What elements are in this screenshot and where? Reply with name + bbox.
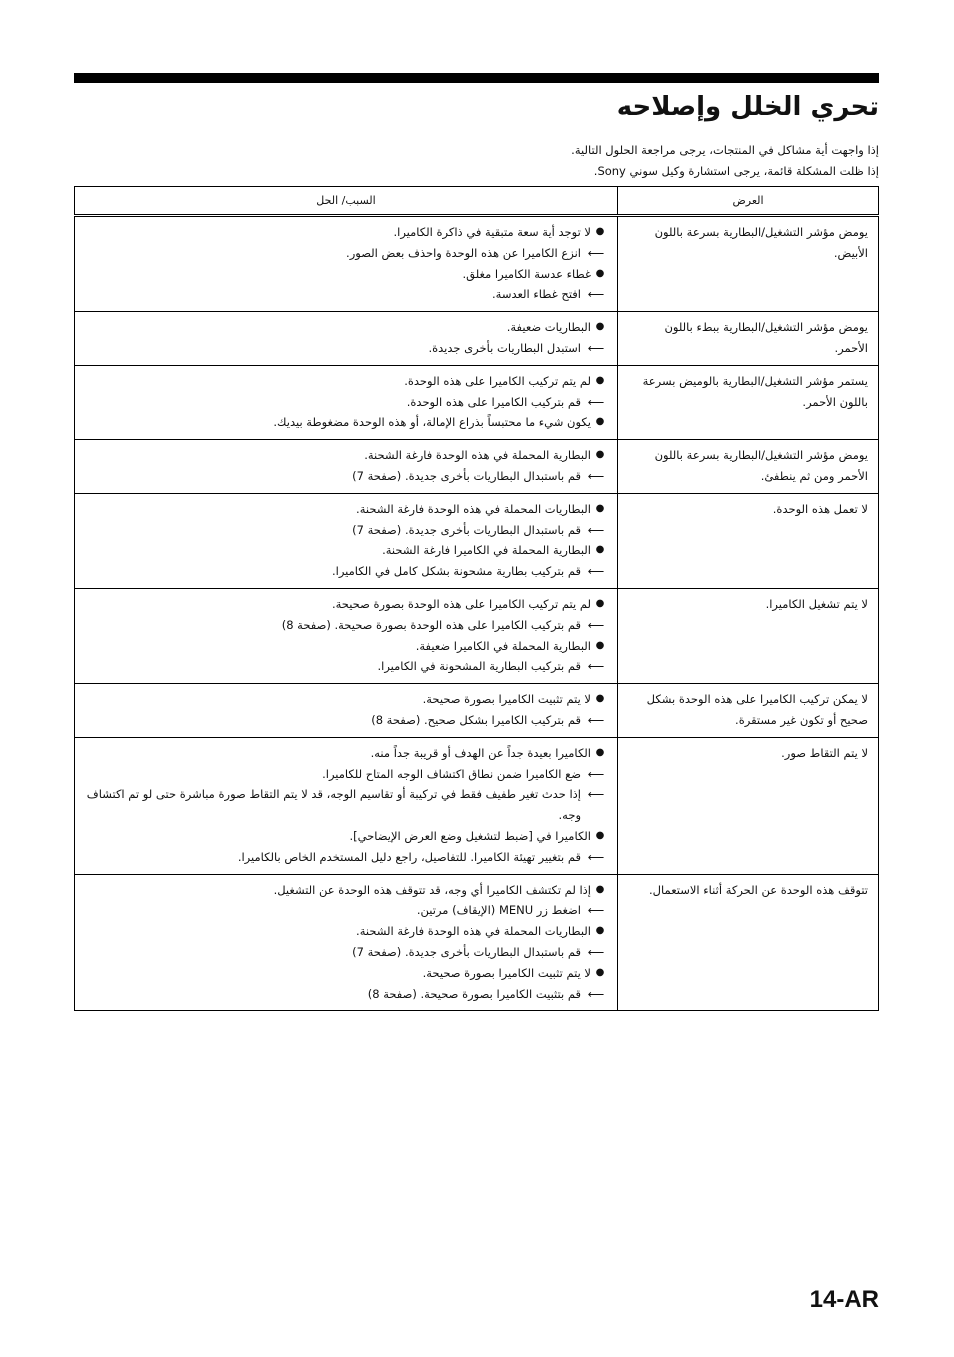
cause-item (85, 880, 607, 901)
solution-item (85, 900, 607, 921)
cause-item (85, 921, 607, 942)
bullet-icon: ● (595, 416, 605, 428)
table-row (75, 440, 879, 494)
cause-item (85, 689, 607, 710)
cause-cell (75, 874, 618, 1011)
table-header-row (75, 187, 879, 216)
arrow-icon: ⟵ (587, 787, 605, 802)
arrow-icon: ⟵ (587, 564, 605, 579)
cause-item (85, 499, 607, 520)
bullet-icon: ● (595, 226, 605, 237)
table-row (75, 684, 879, 738)
cause-item (85, 371, 607, 392)
troubleshooting-table (74, 186, 879, 1011)
bullet-icon: ● (595, 502, 605, 514)
table-row (75, 588, 879, 683)
solution-item (85, 942, 607, 963)
item-text: ضع الكاميرا ضمن نطاق اكتشاف الوجه المتاح للكاميرا. (322, 766, 581, 781)
cause-item (85, 826, 607, 847)
symptom-text: الأحمر. (834, 340, 868, 355)
table-row (75, 493, 879, 588)
cause-item (85, 445, 607, 466)
item-text: لا يتم تثبيت الكاميرا بصورة صحيحة. (422, 965, 591, 980)
cause-item (85, 540, 607, 561)
cause-cell (75, 684, 618, 738)
symptom-text: يستمر مؤشر التشغيل/البطارية بالوميض بسرعة (642, 373, 868, 388)
arrow-icon: ⟵ (587, 617, 605, 632)
symptom-cell (618, 493, 879, 588)
symptom-cell (618, 588, 879, 683)
item-text: الكاميرا بعيدة جداً عن الهدف أو قريبة جداً منه. (370, 745, 591, 760)
item-text: قم بتثبيت الكاميرا بصورة صحيحة. (صفحة 8) (367, 986, 581, 1001)
bullet-icon: ● (595, 746, 605, 758)
table-row (75, 737, 879, 874)
bullet-icon: ● (595, 693, 605, 705)
cause-item (85, 222, 607, 243)
solution-item (85, 392, 607, 413)
item-text: لا توجد أية سعة متبقية في ذاكرة الكاميرا. (393, 225, 591, 239)
symptom-text: لا يمكن تركيب الكاميرا على هذه الوحدة بشكل (646, 692, 868, 707)
symptom-text: الأبيض. (833, 245, 868, 260)
item-text: قم بتركيب الكاميرا على هذه الوحدة. (406, 394, 581, 409)
bullet-icon: ● (595, 449, 605, 461)
bullet-icon: ● (595, 639, 605, 651)
cause-item (85, 743, 607, 764)
item-text: اضغط زر MENU (الإيقاف) مرتين. (416, 903, 581, 918)
item-text: البطارية المحملة في الكاميرا ضعيفة. (415, 638, 591, 653)
bullet-icon: ● (595, 883, 605, 895)
bullet-icon: ● (595, 597, 605, 609)
solution-item (85, 284, 607, 305)
symptom-text: لا يتم التقاط صور. (781, 745, 868, 760)
table-row (75, 874, 879, 1011)
symptom-cell (618, 440, 879, 494)
cause-item (85, 412, 607, 433)
item-text: قم بتركيب الكاميرا على هذه الوحدة بصورة صحيحة. (صفحة 8) (281, 617, 581, 632)
solution-item (85, 466, 607, 487)
cause-cell (75, 312, 618, 366)
symptom-text: تتوقف هذه الوحدة عن الحركة أثناء الاستعمال. (649, 882, 868, 897)
bullet-icon: ● (595, 544, 605, 556)
arrow-icon: ⟵ (587, 944, 605, 959)
symptom-cell (618, 737, 879, 874)
cause-cell (75, 440, 618, 494)
arrow-icon: ⟵ (587, 394, 605, 409)
arrow-icon: ⟵ (587, 986, 605, 1001)
symptom-cell (618, 365, 879, 439)
item-text: قم بتركيب بطارية مشحونة بشكل كامل في الكاميرا. (331, 564, 581, 579)
intro (74, 140, 879, 182)
item-text: قم باستبدال البطاريات بأخرى جديدة. (صفحة 7) (352, 468, 581, 483)
solution-item (85, 764, 607, 785)
page-number: 14-AR (809, 1286, 879, 1313)
symptom-text: الأحمر ومن ثم ينطفئ. (760, 468, 868, 483)
symptom-cell (618, 684, 879, 738)
arrow-icon: ⟵ (587, 766, 605, 781)
arrow-icon: ⟵ (587, 659, 605, 674)
cause-item (85, 636, 607, 657)
item-text: قم باستبدال البطاريات بأخرى جديدة. (صفحة 7) (352, 944, 581, 959)
item-text: انزع الكاميرا عن هذه الوحدة واحذف بعض الصور. (346, 245, 581, 260)
cause-cell (75, 737, 618, 874)
solution-item (85, 656, 607, 677)
symptom-text: يومض مؤشر التشغيل/البطارية ببطء باللون (664, 320, 868, 335)
page-title: تحري الخلل وإصلاحه (616, 92, 879, 122)
item-text: قم بتركيب البطارية المشحونة في الكاميرا. (377, 659, 581, 674)
solution-item (85, 710, 607, 731)
bullet-icon: ● (595, 925, 605, 937)
bullet-icon: ● (595, 267, 605, 279)
solution-item (85, 338, 607, 359)
symptom-text: لا يتم تشغيل الكاميرا. (765, 596, 868, 611)
bullet-icon: ● (595, 321, 605, 333)
item-text: غطاء عدسة الكاميرا مغلق. (462, 266, 591, 281)
symptom-cell (618, 312, 879, 366)
item-text: افتح غطاء العدسة. (492, 287, 581, 302)
item-text: إذا حدث تغير طفيف فقط في تركيبة أو تقاسيم الوجه، قد لا يتم التقاط صورة مباشرة حتى لو تم اكتشاف وجه. (86, 787, 581, 823)
symptom-cell (618, 874, 879, 1011)
cause-item (85, 594, 607, 615)
symptom-text: لا تعمل هذه الوحدة. (772, 501, 868, 516)
intro-line: إذا واجهت أية مشاكل في المنتجات، يرجى مراجعة الحلول التالية. (571, 143, 879, 157)
arrow-icon: ⟵ (587, 849, 605, 864)
item-text: لم يتم تركيب الكاميرا على هذه الوحدة بصورة صحيحة. (331, 596, 591, 611)
symptom-cell (618, 216, 879, 312)
bullet-icon: ● (595, 966, 605, 978)
arrow-icon: ⟵ (587, 712, 605, 727)
cause-cell (75, 365, 618, 439)
arrow-icon: ⟵ (587, 245, 605, 260)
item-text: لا يتم تثبيت الكاميرا بصورة صحيحة. (422, 692, 591, 707)
item-text: البطارية المحملة في هذه الوحدة فارغة الشحنة. (364, 448, 591, 463)
item-text: قم بتغيير تهيئة الكاميرا. للتفاصيل، راجع دليل المستخدم الخاص بالكاميرا. (237, 849, 581, 864)
symptom-text: يومض مؤشر التشغيل/البطارية بسرعة باللون (654, 448, 868, 463)
cause-item (85, 264, 607, 285)
bullet-icon: ● (595, 374, 605, 386)
solution-item (85, 984, 607, 1005)
item-text: يكون شيء ما محتبساً بذراع الإمالة، أو هذه الوحدة مضغوطة بيديك. (273, 415, 591, 430)
solution-item (85, 561, 607, 582)
solution-item (85, 243, 607, 264)
intro-line: إذا ظلت المشكلة قائمة، يرجى استشارة وكيل سوني Sony. (593, 164, 879, 178)
arrow-icon: ⟵ (587, 522, 605, 537)
cause-item (85, 963, 607, 984)
solution-item (85, 784, 607, 826)
table-row (75, 216, 879, 312)
item-text: لم يتم تركيب الكاميرا على هذه الوحدة. (404, 373, 591, 388)
arrow-icon: ⟵ (587, 287, 605, 302)
solution-item (85, 847, 607, 868)
item-text: البطاريات المحملة في هذه الوحدة فارغة الشحنة. (356, 924, 591, 939)
item-text: البطاريات المحملة في هذه الوحدة فارغة الشحنة. (356, 501, 591, 516)
item-text: البطاريات ضعيفة. (506, 320, 591, 335)
symptom-text: صحيح أو تكون غير مستقرة. (735, 712, 868, 727)
arrow-icon: ⟵ (587, 340, 605, 355)
header-symptom: العرض (618, 187, 879, 216)
item-text: البطارية المحملة في الكاميرا فارغة الشحنة. (382, 543, 591, 558)
item-text: قم بتركيب الكاميرا بشكل صحيح. (صفحة 8) (371, 712, 581, 727)
solution-item (85, 615, 607, 636)
arrow-icon: ⟵ (587, 903, 605, 918)
table-row (75, 365, 879, 439)
item-text: استبدل البطاريات بأخرى جديدة. (428, 340, 581, 355)
header-rule (74, 73, 879, 83)
item-text: قم باستبدال البطاريات بأخرى جديدة. (صفحة 7) (352, 522, 581, 537)
item-text: إذا لم تكتشف الكاميرا أي وجه، قد تتوقف هذه الوحدة عن التشغيل. (273, 882, 591, 897)
cause-cell (75, 216, 618, 312)
cause-cell (75, 588, 618, 683)
arrow-icon: ⟵ (587, 468, 605, 483)
bullet-icon: ● (595, 829, 605, 841)
symptom-text: يومض مؤشر التشغيل/البطارية بسرعة باللون (654, 225, 868, 239)
cause-item (85, 317, 607, 338)
table-body (75, 216, 879, 1011)
solution-item (85, 520, 607, 541)
header-cause: السبب/ الحل (75, 187, 618, 216)
cause-cell (75, 493, 618, 588)
symptom-text: باللون الأحمر. (802, 394, 868, 409)
table-row (75, 312, 879, 366)
item-text: الكاميرا في [ضبط لتشغيل وضع العرض الإيضاحي]. (349, 828, 591, 843)
